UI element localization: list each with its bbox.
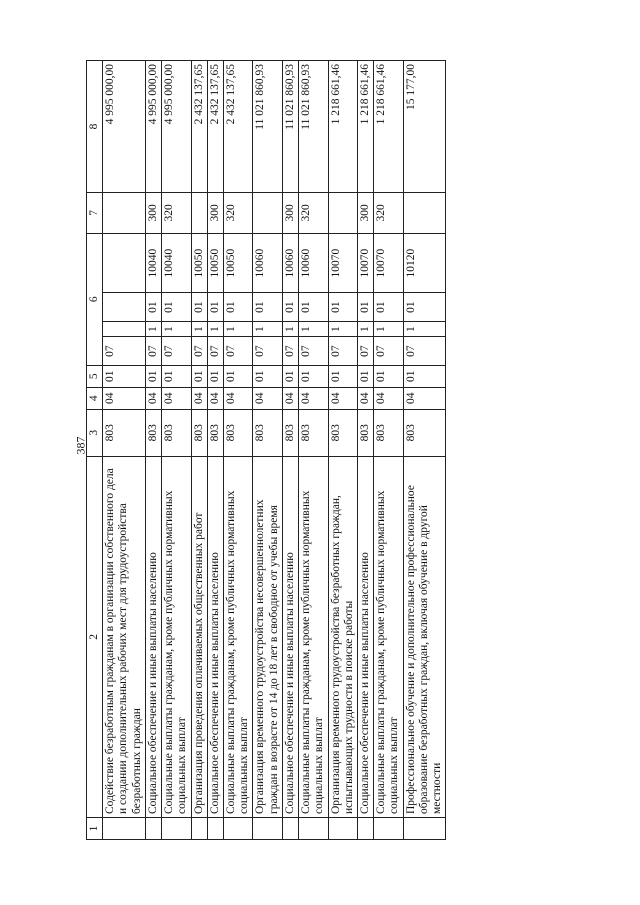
cell-c3: 803 [374,409,403,456]
cell-c6b: 1 [374,321,403,337]
cell-c4: 04 [403,387,446,409]
cell-description: Организация временного трудоустройства безработных граждан, испытывающих трудности в поиске работы [328,456,357,817]
cell-description: Социальное обеспечение и иные выплаты населению [282,456,298,817]
cell-c6b: 1 [357,321,373,337]
cell-c5: 01 [403,365,446,387]
cell-c6a: 07 [145,337,161,365]
cell-c6a: 07 [162,337,191,365]
cell-c8: 4 995 000,00 [103,61,146,193]
table-row [374,61,403,840]
cell-c6b: 1 [299,321,328,337]
cell-c8: 1 218 661,46 [374,61,403,193]
cell-c6a: 07 [282,337,298,365]
table-row [191,61,207,840]
cell-c6c: 01 [374,293,403,321]
table-body [103,61,446,840]
cell-c6b: 1 [207,321,223,337]
cell-c8: 2 432 137,65 [207,61,223,193]
cell-c6a: 07 [328,337,357,365]
table-rotation-frame [86,60,626,840]
cell-col-1 [103,818,146,840]
cell-c6a: 07 [374,337,403,365]
cell-c6c: 01 [403,293,446,321]
cell-description: Организация проведения оплачиваемых общественных работ [191,456,207,817]
cell-c3: 803 [253,409,282,456]
cell-c6b: 1 [328,321,357,337]
cell-c8: 1 218 661,46 [328,61,357,193]
cell-c5: 01 [374,365,403,387]
cell-c6a: 07 [299,337,328,365]
cell-c5: 01 [299,365,328,387]
cell-c6c: 01 [328,293,357,321]
cell-c6b: 1 [403,321,446,337]
cell-c3: 803 [328,409,357,456]
table-row [299,61,328,840]
rotated-table-container [86,60,626,840]
cell-c6c: 01 [357,293,373,321]
cell-col-1 [223,818,252,840]
cell-c7 [253,192,282,233]
cell-c4: 04 [191,387,207,409]
table-row [145,61,161,840]
cell-c6d: 10060 [282,233,298,293]
header-col-1: 1 [87,818,103,840]
cell-c8: 2 432 137,65 [191,61,207,193]
cell-c6a: 07 [223,337,252,365]
table-row [403,61,446,840]
cell-col-1 [403,818,446,840]
cell-c3: 803 [403,409,446,456]
cell-col-1 [145,818,161,840]
cell-c5: 01 [223,365,252,387]
cell-c8: 1 218 661,46 [357,61,373,193]
header-col-6: 6 [87,233,103,365]
cell-c7: 320 [299,192,328,233]
cell-c6b: 1 [145,321,161,337]
cell-c5: 01 [328,365,357,387]
cell-c6a: 07 [207,337,223,365]
cell-col-1 [253,818,282,840]
cell-col-1 [357,818,373,840]
header-col-7: 7 [87,192,103,233]
cell-c7: 300 [357,192,373,233]
cell-c3: 803 [191,409,207,456]
cell-c5: 01 [191,365,207,387]
cell-c4: 04 [357,387,373,409]
cell-c6b: 1 [162,321,191,337]
cell-c4: 04 [253,387,282,409]
cell-c6c: 01 [207,293,223,321]
cell-c5: 01 [162,365,191,387]
cell-c4: 04 [103,387,146,409]
cell-c8: 11 021 860,93 [253,61,282,193]
table-row [357,61,373,840]
cell-c6c [103,293,146,321]
cell-c6b: 1 [191,321,207,337]
cell-c6c: 01 [299,293,328,321]
cell-description: Организация временного трудоустройства несовершеннолетних граждан в возрасте от 14 до 18 лет в свободное от учебы время [253,456,282,817]
table-row [162,61,191,840]
header-row [87,61,103,840]
header-col-8: 8 [87,61,103,193]
cell-c3: 803 [357,409,373,456]
cell-c6d: 10070 [328,233,357,293]
cell-c8: 15 177,00 [403,61,446,193]
cell-c4: 04 [282,387,298,409]
cell-description: Содействие безработным гражданам в организации собственного дела и создании дополнительных рабочих мест для трудоустройства безработных граждан [103,456,146,817]
cell-c4: 04 [223,387,252,409]
cell-c6b: 1 [253,321,282,337]
cell-c6d: 10070 [357,233,373,293]
cell-description: Социальные выплаты гражданам, кроме публичных нормативных социальных выплат [374,456,403,817]
cell-c6d: 10050 [191,233,207,293]
cell-c3: 803 [103,409,146,456]
cell-c6d: 10120 [403,233,446,293]
cell-c8: 2 432 137,65 [223,61,252,193]
header-col-5: 5 [87,365,103,387]
cell-c6a: 07 [191,337,207,365]
cell-c4: 04 [328,387,357,409]
cell-description: Социальные выплаты гражданам, кроме публичных нормативных социальных выплат [299,456,328,817]
cell-c6d: 10060 [253,233,282,293]
cell-c5: 01 [207,365,223,387]
cell-c7: 300 [145,192,161,233]
cell-c4: 04 [162,387,191,409]
cell-c7 [403,192,446,233]
cell-c6d: 10040 [145,233,161,293]
cell-col-1 [299,818,328,840]
cell-c6b: 1 [223,321,252,337]
cell-c5: 01 [282,365,298,387]
budget-table [86,60,446,840]
cell-col-1 [207,818,223,840]
cell-c6c: 01 [282,293,298,321]
cell-c5: 01 [357,365,373,387]
cell-description: Профессиональное обучение и дополнительное профессиональное образование безработных граждан, включая обучение в другой местности [403,456,446,817]
cell-c6c: 01 [223,293,252,321]
table-row [328,61,357,840]
table-row [282,61,298,840]
cell-c7: 300 [207,192,223,233]
cell-c3: 803 [207,409,223,456]
cell-c6b [103,321,146,337]
table-row [207,61,223,840]
cell-c6b: 1 [282,321,298,337]
cell-c6d: 10070 [374,233,403,293]
cell-c6c: 01 [253,293,282,321]
cell-c6d: 10050 [223,233,252,293]
cell-description: Социальные выплаты гражданам, кроме публичных нормативных социальных выплат [162,456,191,817]
cell-col-1 [328,818,357,840]
cell-col-1 [162,818,191,840]
cell-description: Социальное обеспечение и иные выплаты населению [357,456,373,817]
cell-c8: 4 995 000,00 [145,61,161,193]
cell-c6d [103,233,146,293]
cell-c7: 320 [223,192,252,233]
cell-c3: 803 [282,409,298,456]
header-col-4: 4 [87,387,103,409]
cell-c8: 11 021 860,93 [282,61,298,193]
cell-col-1 [282,818,298,840]
cell-c6a: 07 [403,337,446,365]
cell-c3: 803 [299,409,328,456]
cell-c3: 803 [223,409,252,456]
cell-description: Социальное обеспечение и иные выплаты населению [145,456,161,817]
cell-c4: 04 [299,387,328,409]
cell-c6d: 10050 [207,233,223,293]
cell-c4: 04 [207,387,223,409]
cell-c7: 320 [162,192,191,233]
cell-c6a: 07 [357,337,373,365]
cell-c6a: 07 [253,337,282,365]
cell-c5: 01 [103,365,146,387]
cell-c6a: 07 [103,337,146,365]
cell-c7: 300 [282,192,298,233]
cell-c4: 04 [145,387,161,409]
cell-c6d: 10040 [162,233,191,293]
cell-c4: 04 [374,387,403,409]
cell-c3: 803 [145,409,161,456]
table-row [223,61,252,840]
cell-c5: 01 [145,365,161,387]
cell-c7 [191,192,207,233]
cell-c8: 11 021 860,93 [299,61,328,193]
cell-c7 [103,192,146,233]
cell-c3: 803 [162,409,191,456]
cell-c6c: 01 [191,293,207,321]
cell-c6d: 10060 [299,233,328,293]
cell-col-1 [191,818,207,840]
header-col-3: 3 [87,409,103,456]
cell-col-1 [374,818,403,840]
cell-c5: 01 [253,365,282,387]
table-row [253,61,282,840]
cell-c6c: 01 [145,293,161,321]
cell-c6c: 01 [162,293,191,321]
cell-description: Социальные выплаты гражданам, кроме публичных нормативных социальных выплат [223,456,252,817]
cell-c7: 320 [374,192,403,233]
cell-c7 [328,192,357,233]
page-number: 387 [73,436,88,455]
cell-description: Социальное обеспечение и иные выплаты населению [207,456,223,817]
cell-c8: 4 995 000,00 [162,61,191,193]
header-col-2: 2 [87,456,103,817]
table-row [103,61,146,840]
